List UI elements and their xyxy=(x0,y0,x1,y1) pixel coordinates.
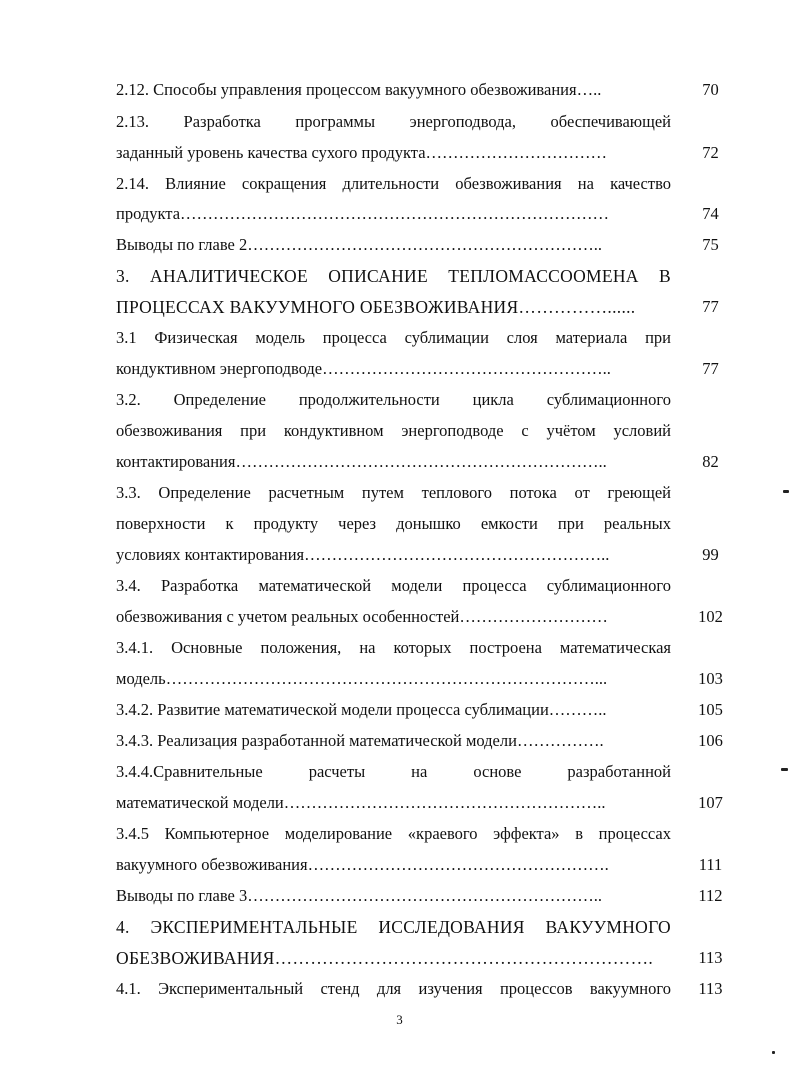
toc-entry-3-2-line: 3.2. Определение продолжительности цикла сублимационного xyxy=(116,390,671,409)
toc-page-number: 106 xyxy=(698,731,723,750)
toc-page-number: 70 xyxy=(702,80,719,99)
toc-entry-2-13-line: 2.13. Разработка программы энергоподвода, обеспечивающей xyxy=(116,112,671,131)
toc-chapter-3-line: ПРОЦЕССАХ ВАКУУМНОГО ОБЕЗВОЖИВАНИЯ……………...... xyxy=(116,297,636,317)
toc-entry-3-4-line: обезвоживания с учетом реальных особенностей……………………… xyxy=(116,607,608,626)
toc-entry-3-4-3-line: 3.4.3. Реализация разработанной математической модели……………. xyxy=(116,731,604,750)
toc-entry-3-4-4-line: математической модели………………………………………………….. xyxy=(116,793,606,812)
toc-entry-4-1-line: 4.1. Экспериментальный стенд для изучения процессов вакуумного xyxy=(116,979,671,998)
scan-speck xyxy=(783,490,789,493)
toc-entry-3-1-line: кондуктивном энергоподводе…………………………………………….. xyxy=(116,359,611,378)
scan-speck xyxy=(772,1051,775,1054)
toc-page-number: 72 xyxy=(702,143,719,162)
toc-entry-3-4-1-line: модель……………………………………………………………………... xyxy=(116,669,608,688)
toc-page-number: 113 xyxy=(698,948,723,967)
toc-page-number: 102 xyxy=(698,607,723,626)
toc-entry-2-12-line: 2.12. Способы управления процессом вакуумного обезвоживания….. xyxy=(116,80,602,99)
toc-page-number: 103 xyxy=(698,669,723,688)
toc-entry-3-4-4-line: 3.4.4.Сравнительные расчеты на основе разработанной xyxy=(116,762,671,781)
scan-speck xyxy=(781,768,788,771)
toc-entry-3-3-line: 3.3. Определение расчетным путем теплового потока от греющей xyxy=(116,483,671,502)
toc-entry-3-2-line: контактирования………………………………………………………….. xyxy=(116,452,607,471)
toc-entry-3-1-line: 3.1 Физическая модель процесса сублимации слоя материала при xyxy=(116,328,671,347)
toc-entry-3-4-line: 3.4. Разработка математической модели процесса сублимационного xyxy=(116,576,671,595)
toc-entry-3-4-1-line: 3.4.1. Основные положения, на которых построена математическая xyxy=(116,638,671,657)
toc-chapter-3-line: 3. АНАЛИТИЧЕСКОЕ ОПИСАНИЕ ТЕПЛОМАССООМЕНА В xyxy=(116,266,671,286)
toc-page-number: 74 xyxy=(702,204,719,223)
toc-page-number: 105 xyxy=(698,700,723,719)
toc-entry-3-3-line: поверхности к продукту через донышко емкости при реальных xyxy=(116,514,671,533)
toc-page-number: 99 xyxy=(702,545,719,564)
toc-page-number: 112 xyxy=(698,886,723,905)
toc-entry-3-4-2-line: 3.4.2. Развитие математической модели процесса сублимации……….. xyxy=(116,700,607,719)
toc-page-number: 77 xyxy=(702,359,719,378)
toc-page-number: 75 xyxy=(702,235,719,254)
toc-chapter-4-line: ОБЕЗВОЖИВАНИЯ………………………………………………………. xyxy=(116,948,654,968)
toc-entry-3-2-line: обезвоживания при кондуктивном энергоподводе с учётом условий xyxy=(116,421,671,440)
toc-entry-3-4-5-line: 3.4.5 Компьютерное моделирование «краевого эффекта» в процессах xyxy=(116,824,671,843)
toc-entry-2-14-line: продукта…………………………………………………………………… xyxy=(116,204,610,223)
toc-entry-3-4-5-line: вакуумного обезвоживания………………………………………………. xyxy=(116,855,609,874)
toc-page-number: 82 xyxy=(702,452,719,471)
toc-page-number: 111 xyxy=(698,855,723,874)
toc-entry-2-14-line: 2.14. Влияние сокращения длительности обезвоживания на качество xyxy=(116,174,671,193)
toc-entry-conclusions-3-line: Выводы по главе 3……………………………………………………….. xyxy=(116,886,602,905)
toc-page-number: 77 xyxy=(702,297,719,316)
toc-page-number: 113 xyxy=(698,979,723,998)
toc-entry-3-3-line: условиях контактирования……………………………………………….. xyxy=(116,545,610,564)
toc-chapter-4-line: 4. ЭКСПЕРИМЕНТАЛЬНЫЕ ИССЛЕДОВАНИЯ ВАКУУМНОГО xyxy=(116,917,671,937)
toc-page-number: 107 xyxy=(698,793,723,812)
page-number: 3 xyxy=(396,1012,403,1027)
toc-entry-conclusions-2-line: Выводы по главе 2……………………………………………………….. xyxy=(116,235,602,254)
toc-entry-2-13-line: заданный уровень качества сухого продукта…………………………… xyxy=(116,143,608,162)
